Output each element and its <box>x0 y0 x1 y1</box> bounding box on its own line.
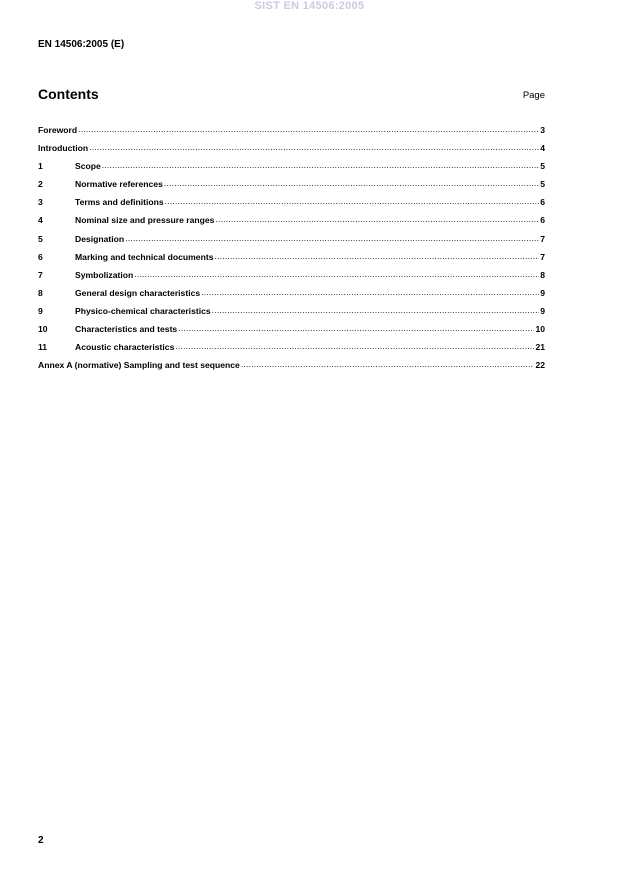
toc-entry-page: 4 <box>540 143 545 154</box>
toc-entry-page: 7 <box>540 251 545 262</box>
dot-leader <box>78 124 539 133</box>
toc-entry-page: 6 <box>540 215 545 226</box>
toc-entry-title: Introduction <box>38 143 89 154</box>
dot-leader <box>134 269 539 278</box>
watermark: SIST EN 14506:2005 <box>254 0 365 12</box>
toc-entry-symbolization[interactable] <box>38 269 545 287</box>
toc-entry-number: 6 <box>38 251 43 262</box>
toc-entry-number: 4 <box>38 215 43 226</box>
toc-entry-title: Acoustic characteristics <box>75 342 175 353</box>
toc-entry-normative-references[interactable] <box>38 178 545 196</box>
dot-leader <box>102 160 539 169</box>
dot-leader <box>241 359 535 368</box>
dot-leader <box>178 323 534 332</box>
page-number: 2 <box>38 835 44 846</box>
page-column-label: Page <box>522 90 545 101</box>
toc-entry-nominal-size[interactable] <box>38 214 545 232</box>
toc-entry-title: Nominal size and pressure ranges <box>75 215 215 226</box>
toc-entry-title: Annex A (normative) Sampling and test sequence <box>38 360 240 371</box>
toc-entry-scope[interactable] <box>38 160 545 178</box>
dot-leader <box>212 305 540 314</box>
toc-entry-acoustic[interactable] <box>38 341 545 359</box>
toc-entry-page: 9 <box>540 305 545 316</box>
toc-entry-number: 2 <box>38 179 43 190</box>
toc-entry-general-design[interactable] <box>38 287 545 305</box>
toc-entry-title: Physico-chemical characteristics <box>75 305 211 316</box>
toc-entry-number: 5 <box>38 233 43 244</box>
toc-entry-title: Scope <box>75 161 101 172</box>
toc-entry-title: Designation <box>75 233 125 244</box>
toc-entry-number: 3 <box>38 197 43 208</box>
toc-entry-page: 10 <box>535 324 545 335</box>
dot-leader <box>89 142 539 151</box>
dot-leader <box>165 196 540 205</box>
toc-entry-page: 6 <box>540 197 545 208</box>
toc-entry-title: Characteristics and tests <box>75 324 178 335</box>
document-id: EN 14506:2005 (E) <box>38 39 125 50</box>
toc-entry-page: 5 <box>540 179 545 190</box>
dot-leader <box>215 214 539 223</box>
toc-entry-page: 7 <box>540 233 545 244</box>
toc-entry-page: 21 <box>535 342 545 353</box>
toc-entry-number: 1 <box>38 161 43 172</box>
toc-entry-terms-and-definitions[interactable] <box>38 196 545 214</box>
dot-leader <box>164 178 539 187</box>
toc-entry-title: Symbolization <box>75 269 134 280</box>
toc-entry-title: Terms and definitions <box>75 197 164 208</box>
toc-entry-page: 9 <box>540 287 545 298</box>
toc-entry-page: 5 <box>540 161 545 172</box>
toc-entry-number: 9 <box>38 305 43 316</box>
dot-leader <box>175 341 534 350</box>
toc-entry-foreword[interactable] <box>38 124 545 142</box>
dot-leader <box>201 287 539 296</box>
toc-entry-page: 3 <box>540 125 545 135</box>
toc-entry-page: 8 <box>540 269 545 280</box>
toc-entry-number: 7 <box>38 269 43 280</box>
table-of-contents <box>38 124 545 377</box>
contents-title: Contents <box>38 86 99 102</box>
toc-entry-annex-a[interactable] <box>38 359 545 377</box>
dot-leader <box>214 251 539 260</box>
toc-entry-characteristics-and-tests[interactable] <box>38 323 545 341</box>
toc-entry-number: 8 <box>38 287 43 298</box>
toc-entry-number: 11 <box>38 342 48 353</box>
contents-header <box>38 86 545 106</box>
toc-entry-page: 22 <box>535 360 545 371</box>
toc-entry-introduction[interactable] <box>38 142 545 160</box>
dot-leader <box>125 233 539 242</box>
toc-entry-designation[interactable] <box>38 233 545 251</box>
toc-entry-title: Marking and technical documents <box>75 251 214 262</box>
toc-entry-number: 10 <box>38 324 48 335</box>
toc-entry-title: Normative references <box>75 179 163 190</box>
toc-entry-marking[interactable] <box>38 251 545 269</box>
toc-entry-physico-chemical[interactable] <box>38 305 545 323</box>
toc-entry-title: Foreword <box>38 125 78 135</box>
toc-entry-title: General design characteristics <box>75 287 201 298</box>
